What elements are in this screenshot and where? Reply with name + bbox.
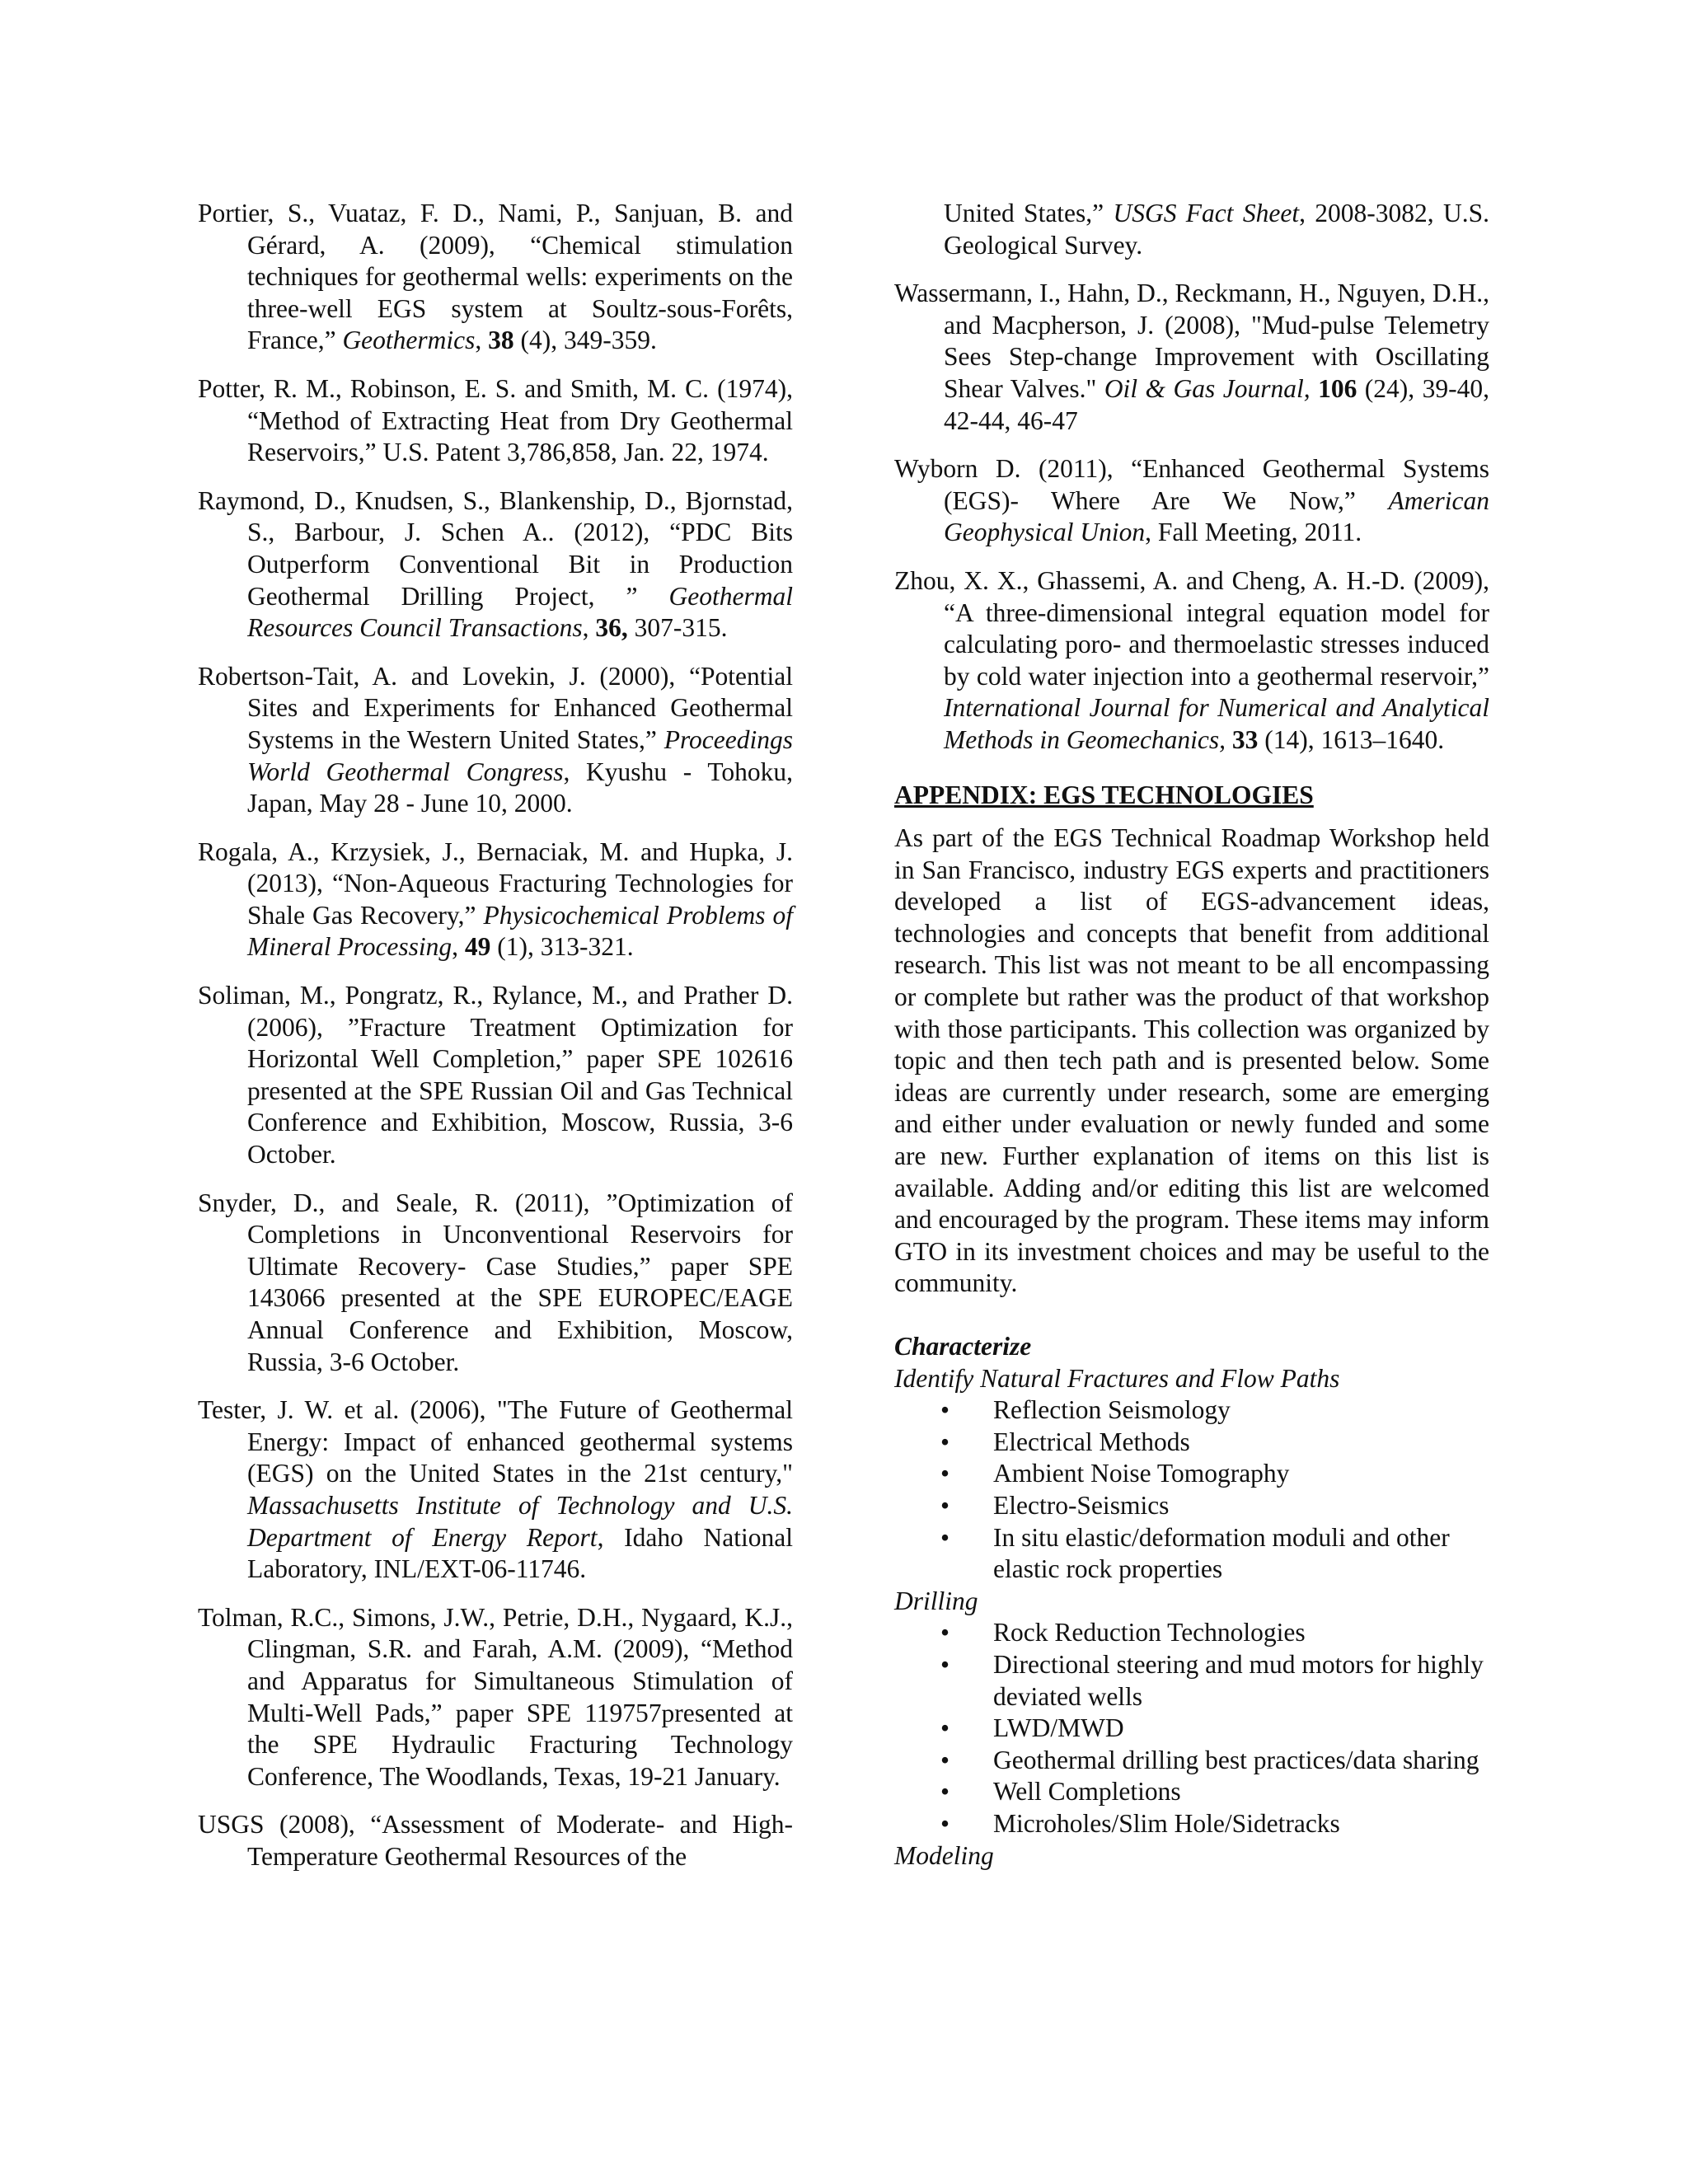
reference-text: ,	[582, 613, 596, 643]
reference-text	[1226, 725, 1232, 754]
reference-text: Tester, J. W. et al. (2006), "The Future of Geothermal Energy: Impact of enhanced geothermal systems (EGS) on the United States in the 21st century,"	[198, 1395, 793, 1488]
bullet-icon: •	[940, 1427, 950, 1456]
volume-number: 49	[464, 932, 491, 962]
bullet-icon: •	[940, 1490, 950, 1520]
reference-text: , Kyushu - Tohoku, Japan, May 28 - June 10, 2000.	[247, 757, 793, 818]
reference-text: ,	[475, 326, 489, 355]
journal-title: American Geophysical Union	[944, 485, 1489, 547]
appendix-paragraph: As part of the EGS Technical Roadmap Workshop held in San Francisco, industry EGS experts and practitioners developed a list of EGS-advancement ideas, technologies and concepts that benefit from additional research. This list was not meant to be all encompassing or complete but rather was the product of that workshop with those participants. This collection was organized by topic and then tech path and is presented below. Some ideas are currently under research, some are emerging and either under evaluation or newly funded and some are new. Further explanation of items on this list is available. Adding and/or editing this list are welcomed and encouraged by the program. These items may inform GTO in its investment choices and may be useful to the community.	[894, 823, 1489, 1298]
list-item	[940, 1427, 1489, 1459]
left-column	[198, 198, 793, 1890]
list-item	[940, 1649, 1489, 1713]
bullet-icon: •	[940, 1395, 950, 1425]
journal-title: Oil & Gas Journal,	[1104, 373, 1311, 403]
subsection-title: Modeling	[894, 1840, 994, 1870]
reference-entry	[198, 1394, 793, 1586]
list-item-text: Ambient Noise Tomography	[993, 1459, 1290, 1488]
reference-text: 307-315.	[627, 613, 728, 643]
journal-title: Geothermal Resources Council Transactions	[247, 581, 793, 643]
reference-entry	[198, 1809, 793, 1872]
reference-entry	[894, 278, 1489, 437]
reference-text: Zhou, X. X., Ghassemi, A. and Cheng, A. H.-D. (2009), “A three-dimensional integral equation model for calculating poro- and thermoelastic stresses induced by cold water injection into a geothermal reservoir,”	[894, 565, 1489, 691]
reference-text: Robertson-Tait, A. and Lovekin, J. (2000), “Potential Sites and Experiments for Enhanced Geothermal Systems in the Western United States,”	[198, 661, 793, 754]
reference-entry	[198, 661, 793, 820]
reference-text: , 2008-3082, U.S. Geological Survey.	[944, 199, 1489, 260]
list-item-text: Well Completions	[993, 1777, 1181, 1807]
bullet-icon: •	[940, 1808, 950, 1838]
reference-entry	[198, 485, 793, 644]
reference-text: (1), 313-321.	[490, 932, 634, 962]
list-item	[940, 1776, 1489, 1808]
reference-text: (24), 39-40, 42-44, 46-47	[944, 373, 1489, 435]
volume-number: 33	[1231, 724, 1259, 754]
reference-text: Potter, R. M., Robinson, E. S. and Smith, M. C. (1974), “Method of Extracting Heat from Dry Geothermal Reservoirs,” U.S. Patent 3,786,858, Jan. 22, 1974.	[198, 373, 793, 467]
section-title: Characterize	[894, 1332, 1032, 1361]
bullet-icon: •	[940, 1745, 950, 1774]
bullet-list	[894, 1617, 1489, 1840]
journal-title: Physicochemical Problems of Mineral Processing	[247, 900, 793, 962]
list-item-text: Geothermal drilling best practices/data sharing	[993, 1745, 1479, 1774]
list-item	[940, 1713, 1489, 1745]
volume-number: 36,	[595, 613, 628, 643]
list-item	[940, 1745, 1489, 1777]
reference-entry	[198, 1602, 793, 1793]
list-item-text: Electrical Methods	[993, 1427, 1190, 1456]
reference-text: (14), 1613–1640.	[1258, 724, 1445, 754]
reference-text: Rogala, A., Krzysiek, J., Bernaciak, M. and Hupka, J. (2013), “Non-Aqueous Fracturing Technologies for Shale Gas Recovery,”	[198, 837, 793, 930]
subsection-title: Drilling	[894, 1586, 978, 1615]
bullet-icon: •	[940, 1522, 950, 1552]
technology-groups	[894, 1363, 1489, 1872]
bullet-icon: •	[940, 1459, 950, 1488]
reference-entry	[198, 198, 793, 357]
reference-text: (4), 349-359.	[513, 326, 657, 355]
bullet-icon: •	[940, 1713, 950, 1743]
list-item	[940, 1490, 1489, 1522]
reference-text	[1311, 374, 1318, 403]
list-item	[940, 1394, 1489, 1427]
reference-text: Wyborn D. (2011), “Enhanced Geothermal Systems (EGS)- Where Are We Now,”	[894, 454, 1489, 515]
reference-entry	[198, 980, 793, 1171]
reference-text: Portier, S., Vuataz, F. D., Nami, P., Sanjuan, B. and Gérard, A. (2009), “Chemical stimulation techniques for geothermal wells: experiments on the three-well EGS system at Soultz-sous-Forêts, France,”	[198, 199, 793, 355]
list-item-text: Electro-Seismics	[993, 1490, 1170, 1520]
list-item-text: Directional steering and mud motors for highly deviated wells	[993, 1649, 1484, 1711]
list-item	[940, 1808, 1489, 1840]
appendix-heading: APPENDIX: EGS TECHNOLOGIES	[894, 780, 1314, 809]
right-column	[894, 198, 1489, 1872]
reference-list-right	[894, 278, 1489, 756]
reference-entry	[198, 1188, 793, 1379]
volume-number: 38	[488, 326, 514, 355]
reference-text: USGS (2008), “Assessment of Moderate- and High-Temperature Geothermal Resources of the	[198, 1810, 793, 1871]
reference-entry	[894, 453, 1489, 549]
reference-text: , Fall Meeting, 2011.	[1145, 518, 1362, 547]
reference-entry	[198, 373, 793, 469]
bullet-list	[894, 1394, 1489, 1586]
list-item-text: Rock Reduction Technologies	[993, 1618, 1306, 1647]
reference-text: , Idaho National Laboratory, INL/EXT-06-11746.	[247, 1522, 793, 1584]
list-item-text: Reflection Seismology	[993, 1395, 1231, 1425]
list-item	[940, 1522, 1489, 1586]
list-item-text: LWD/MWD	[993, 1713, 1124, 1743]
journal-title: Geothermics	[342, 326, 476, 355]
list-item-text: In situ elastic/deformation moduli and other elastic rock properties	[993, 1522, 1450, 1584]
journal-title: International Journal for Numerical and Analytical Methods in Geomechanics,	[944, 693, 1489, 754]
journal-title: USGS Fact Sheet	[1113, 199, 1300, 227]
reference-text: Soliman, M., Pongratz, R., Rylance, M., and Prather D. (2006), ”Fracture Treatment Optimization for Horizontal Well Completion,” paper SPE 102616 presented at the SPE Russian Oil and Gas Technical Conference and Exhibition, Moscow, Russia, 3-6 October.	[198, 981, 793, 1169]
reference-text: Raymond, D., Knudsen, S., Blankenship, D., Bjornstad, S., Barbour, J. Schen A.. (2012), “PDC Bits Outperform Conventional Bit in Production Geothermal Drilling Project, ”	[198, 485, 793, 611]
list-item	[940, 1458, 1489, 1490]
journal-title: Proceedings World Geothermal Congress	[247, 724, 793, 786]
reference-text: Snyder, D., and Seale, R. (2011), ”Optimization of Completions in Unconventional Reservoirs for Ultimate Recovery- Case Studies,” paper SPE 143066 presented at the SPE EUROPEC/EAGE Annual Conference and Exhibition, Moscow, Russia, 3-6 October.	[198, 1188, 793, 1376]
bullet-icon: •	[940, 1649, 950, 1679]
volume-number: 106	[1318, 373, 1357, 403]
journal-title: Massachusetts Institute of Technology and U.S. Department of Energy Report	[247, 1490, 793, 1552]
reference-text: Wassermann, I., Hahn, D., Reckmann, H., Nguyen, D.H., and Macpherson, J. (2008), "Mud-pulse Telemetry Sees Step-change Improvement with Oscillating Shear Valves."	[894, 279, 1489, 403]
bullet-icon: •	[940, 1777, 950, 1807]
list-item-text: Microholes/Slim Hole/Sidetracks	[993, 1808, 1340, 1838]
list-item	[940, 1617, 1489, 1649]
subsection-title: Identify Natural Fractures and Flow Paths	[894, 1363, 1340, 1393]
reference-entry	[894, 565, 1489, 757]
reference-text: United States,”	[944, 199, 1114, 227]
bullet-icon: •	[940, 1618, 950, 1647]
reference-text: ,	[452, 932, 465, 962]
reference-entry	[198, 837, 793, 963]
reference-text: Tolman, R.C., Simons, J.W., Petrie, D.H., Nygaard, K.J., Clingman, S.R. and Farah, A.M. (2009), “Method and Apparatus for Simultaneous Stimulation of Multi-Well Pads,” paper SPE 119757presented at the SPE Hydraulic Fracturing Technology Conference, The Woodlands, Texas, 19-21 January.	[198, 1602, 793, 1791]
reference-continuation	[894, 198, 1489, 261]
